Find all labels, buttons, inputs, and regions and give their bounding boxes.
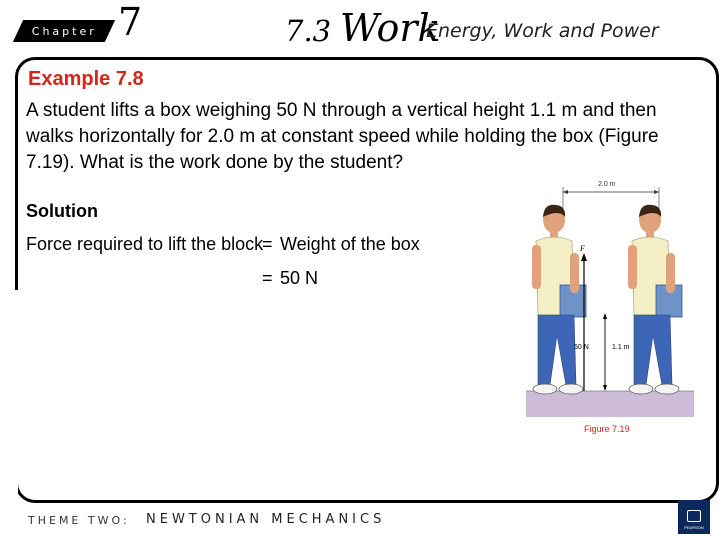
logo-text: PEARSON bbox=[684, 525, 704, 530]
force-symbol: F bbox=[580, 244, 585, 253]
equation-left: Force required to lift the block bbox=[26, 234, 264, 254]
equation-right-2: 50 N bbox=[280, 268, 319, 288]
chapter-label: Chapter bbox=[31, 24, 97, 38]
height-label: 1.1 m bbox=[612, 344, 630, 351]
figure-illustration bbox=[526, 175, 694, 435]
example-title: Example 7.8 bbox=[28, 68, 144, 90]
distance-label: 2.0 m bbox=[598, 181, 616, 188]
student-right bbox=[628, 205, 682, 394]
student-left bbox=[532, 205, 586, 394]
section-title: Work bbox=[340, 6, 441, 50]
theme-label: THEME TWO: bbox=[28, 514, 130, 527]
equals-sign: = bbox=[262, 268, 273, 288]
figure-caption: Figure 7.19 bbox=[584, 424, 630, 434]
chapter-title: Energy, Work and Power bbox=[426, 20, 659, 42]
section-number: 7.3 bbox=[285, 14, 332, 48]
frame-gap bbox=[8, 290, 18, 500]
equals-sign: = bbox=[262, 234, 273, 254]
logo-icon bbox=[687, 510, 701, 522]
floor bbox=[526, 391, 694, 417]
theme-name: NEWTONIAN MECHANICS bbox=[146, 512, 386, 527]
solution-title: Solution bbox=[26, 201, 98, 221]
chapter-tab bbox=[13, 20, 115, 42]
chapter-number: 7 bbox=[118, 0, 143, 44]
problem-text: A student lifts a box weighing 50 N through a vertical height 1.1 m and then walks horizontally for 2.0 m at constant speed while holding the box (Figure 7.19). What is the work done by the student? bbox=[26, 100, 659, 173]
pearson-logo bbox=[678, 500, 710, 534]
force-label: 50 N bbox=[574, 344, 589, 351]
equation-right-1: Weight of the box bbox=[280, 234, 420, 254]
